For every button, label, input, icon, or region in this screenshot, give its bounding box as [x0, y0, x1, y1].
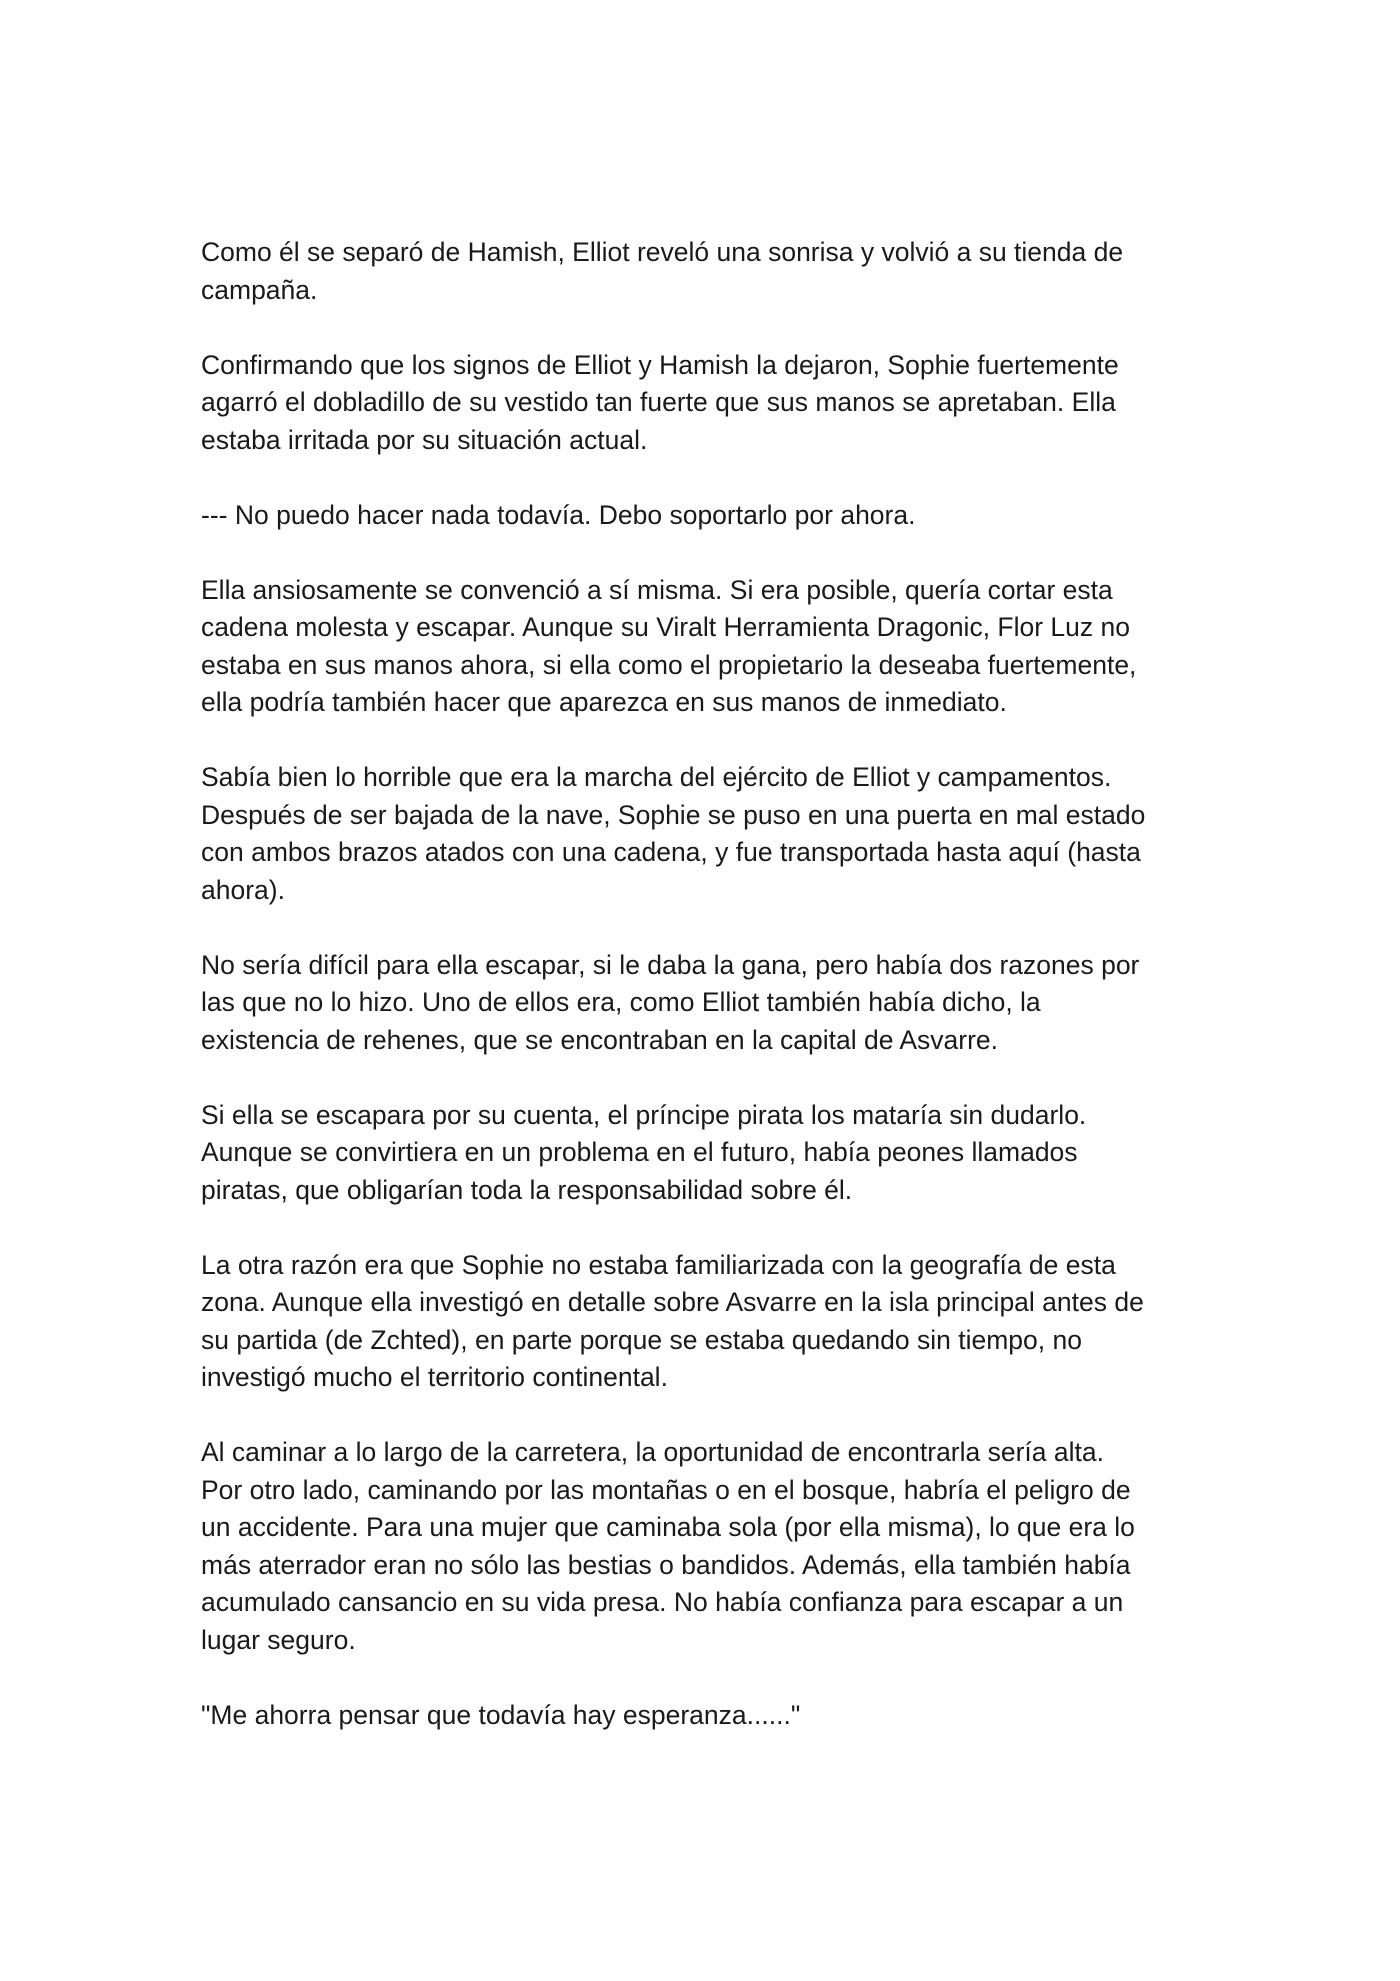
- text-line: su partida (de Zchted), en parte porque se estaba quedando sin tiempo, no: [201, 1324, 1082, 1355]
- paragraph: [201, 234, 1201, 309]
- paragraph: [201, 497, 1201, 535]
- text-line: más aterrador eran no sólo las bestias o bandidos. Además, ella también había: [201, 1549, 1131, 1580]
- text-line: Al caminar a lo largo de la carretera, la oportunidad de encontrarla sería alta.: [201, 1437, 1104, 1467]
- text-line: Como él se separó de Hamish, Elliot reveló una sonrisa y volvió a su tienda de: [201, 237, 1124, 267]
- text-line: acumulado cansancio en su vida presa. No había confianza para escapar a un: [201, 1587, 1124, 1617]
- text-line: investigó mucho el territorio continental.: [201, 1362, 668, 1392]
- text-line: Por otro lado, caminando por las montañas o en el bosque, habría el peligro de: [201, 1474, 1131, 1505]
- text-line: Ella ansiosamente se convenció a sí misma. Si era posible, quería cortar esta: [201, 574, 1113, 605]
- text-line: Si ella se escapara por su cuenta, el príncipe pirata los mataría sin dudarlo.: [201, 1099, 1087, 1130]
- text-line: con ambos brazos atados con una cadena, y fue transportada hasta aquí (hasta: [201, 837, 1141, 867]
- text-line: estaba irritada por su situación actual.: [201, 424, 648, 455]
- text-line: Aunque se convirtiera en un problema en el futuro, había peones llamados: [201, 1137, 1078, 1167]
- text-line: un accidente. Para una mujer que caminaba sola (por ella misma), lo que era lo: [201, 1512, 1135, 1542]
- paragraph: [201, 1697, 1201, 1735]
- paragraph: [201, 1247, 1201, 1397]
- document-body: [201, 234, 1201, 1772]
- text-line: Confirmando que los signos de Elliot y Hamish la dejaron, Sophie fuertemente: [201, 349, 1119, 380]
- text-line: estaba en sus manos ahora, si ella como el propietario la deseaba fuertemente,: [201, 649, 1137, 680]
- text-line: las que no lo hizo. Uno de ellos era, como Elliot también había dicho, la: [201, 987, 1041, 1017]
- paragraph: [201, 947, 1201, 1060]
- text-line: "Me ahorra pensar que todavía hay esperanza......": [201, 1699, 801, 1730]
- text-line: Después de ser bajada de la nave, Sophie se puso en una puerta en mal estado: [201, 799, 1146, 830]
- paragraph: [201, 347, 1201, 460]
- text-line: ahora).: [201, 874, 285, 905]
- text-line: Sabía bien lo horrible que era la marcha del ejército de Elliot y campamentos.: [201, 762, 1112, 792]
- text-line: piratas, que obligarían toda la responsabilidad sobre él.: [201, 1174, 853, 1205]
- paragraph: [201, 759, 1201, 909]
- text-line: ella podría también hacer que aparezca en sus manos de inmediato.: [201, 687, 1007, 717]
- paragraph: [201, 1097, 1201, 1210]
- text-line: No sería difícil para ella escapar, si le daba la gana, pero había dos razones por: [201, 949, 1140, 980]
- paragraph: [201, 1434, 1201, 1659]
- text-line: --- No puedo hacer nada todavía. Debo soportarlo por ahora.: [201, 499, 916, 530]
- text-line: existencia de rehenes, que se encontraban en la capital de Asvarre.: [201, 1024, 998, 1055]
- text-line: cadena molesta y escapar. Aunque su Viralt Herramienta Dragonic, Flor Luz no: [201, 612, 1130, 642]
- text-line: lugar seguro.: [201, 1624, 356, 1655]
- text-line: agarró el dobladillo de su vestido tan fuerte que sus manos se apretaban. Ella: [201, 387, 1116, 417]
- text-line: zona. Aunque ella investigó en detalle sobre Asvarre en la isla principal antes de: [201, 1287, 1144, 1317]
- paragraph: [201, 572, 1201, 722]
- text-line: La otra razón era que Sophie no estaba familiarizada con la geografía de esta: [201, 1249, 1116, 1280]
- text-line: campaña.: [201, 274, 318, 305]
